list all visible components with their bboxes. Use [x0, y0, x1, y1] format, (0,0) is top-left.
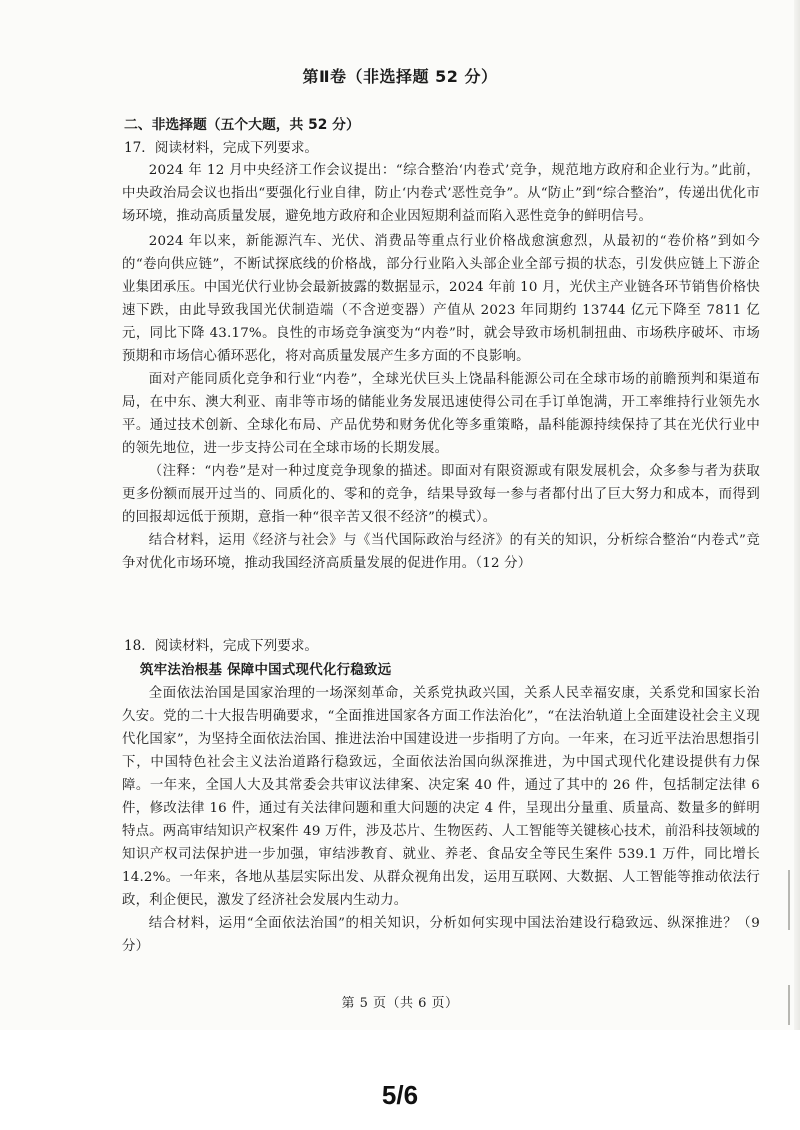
question-17-material	[122, 159, 760, 575]
q17-paragraph: 面对产能同质化竞争和行业“内卷”，全球光伏巨头上饶晶科能源公司在全球市场的前瞻预判和渠道布局，在中东、澳大利亚、南非等市场的储能业务发展迅速使得公司在手订单饱满，开工率维持行业领先水平。通过技术创新、全球化布局、产品优势和财务优化等多重策略，晶科能源持续保持了其在光伏行业中的领先地位，进一步支持公司在全球市场的长期发展。	[122, 372, 760, 456]
section-heading: 二、非选择题（五个大题，共 52 分）	[124, 117, 360, 133]
page-number-footer: 第 5 页（共 6 页）	[341, 996, 459, 1011]
q18-task: 结合材料，运用“全面依法治国”的相关知识，分析如何实现中国法治建设行稳致远、纵深推进？（9 分）	[122, 916, 760, 954]
q18-paragraph: 全面依法治国是国家治理的一场深刻革命，关系党执政兴国，关系人民幸福安康，关系党和国家长治久安。党的二十大报告明确要求，“全面推进国家各方面工作法治化”，“在法治轨道上全面建设社会主义现代化国家”，为坚持全面依法治国、推进法治中国建设进一步指明了方向。一年来，在习近平法治思想指引下，中国特色社会主义法治道路行稳致远，全面依法治国向纵深推进，为中国式现代化建设提供有力保障。一年来，全国人大及其常委会共审议法律案、决定案 40 件，通过了其中的 26 件，包括制定法律 6 件，修改法律 16 件，通过有关法律问题和重大问题的决定 4 件，呈现出分量重、质量高、数量多的鲜明特点。两高审结知识产权案件 49 万件，涉及芯片、生物医药、人工智能等关键核心技术，前沿科技领域的知识产权司法保护进一步加强，审结涉教育、就业、养老、食品安全等民生案件 539.1 万件，同比增长 14.2%。一年来，各地从基层实际出发、从群众视角出发，运用互联网、大数据、人工智能等推动依法行政，利企便民，激发了经济社会发展内生动力。	[122, 686, 760, 908]
question-18-prompt: 18．阅读材料，完成下列要求。	[124, 638, 319, 654]
scan-edge-mark	[788, 870, 790, 930]
q17-paragraph: 2024 年以来，新能源汽车、光伏、消费品等重点行业价格战愈演愈烈，从最初的“卷价格”到如今的“卷向供应链”，不断试探底线的价格战，部分行业陷入头部企业全部亏损的状态，引发供应链上下游企业集团承压。中国光伏行业协会最新披露的数据显示，2024 年前 10 月，光伏主产业链各环节销售价格快速下跌，由此导致我国光伏制造端（不含逆变器）产值从 2023 年同期约 13744 亿元下降至 7811 亿元，同比下降 43.17%。良性的市场竞争演变为“内卷”时，就会导致市场机制扭曲、市场秩序破坏、市场预期和市场信心循环恶化，将对高质量发展产生多方面的不良影响。	[122, 234, 760, 364]
page-title: 第Ⅱ卷（非选择题 52 分）	[302, 67, 498, 86]
q17-paragraph: 2024 年 12 月中央经济工作会议提出：“综合整治‘内卷式’竞争，规范地方政府和企业行为。”此前，中央政治局会议也指出“要强化行业自律，防止‘内卷式’恶性竞争”。从“防止”到“综合整治”，传递出优化市场环境，推动高质量发展，避免地方政府和企业因短期利益而陷入恶性竞争的鲜明信号。	[122, 163, 760, 224]
viewer-page-counter: 5/6	[381, 1080, 419, 1110]
question-18-material	[122, 682, 760, 958]
q18-material-title: 筑牢法治根基 保障中国式现代化行稳致远	[140, 663, 392, 678]
q17-note: （注释：“内卷”是对一种过度竞争现象的描述。即面对有限资源或有限发展机会，众多参与者为获取更多份额而展开过当的、同质化的、零和的竞争，结果导致每一参与者都付出了巨大努力和成本，而得到的回报却远低于预期，意指一种“很辛苦又很不经济”的模式）。	[122, 464, 760, 525]
q17-task: 结合材料，运用《经济与社会》与《当代国际政治与经济》的有关的知识，分析综合整治“内卷式”竞争对优化市场环境，推动我国经济高质量发展的促进作用。（12 分）	[122, 533, 760, 571]
question-17-prompt: 17．阅读材料，完成下列要求。	[124, 140, 319, 156]
page-edge-shadow	[794, 0, 800, 1030]
